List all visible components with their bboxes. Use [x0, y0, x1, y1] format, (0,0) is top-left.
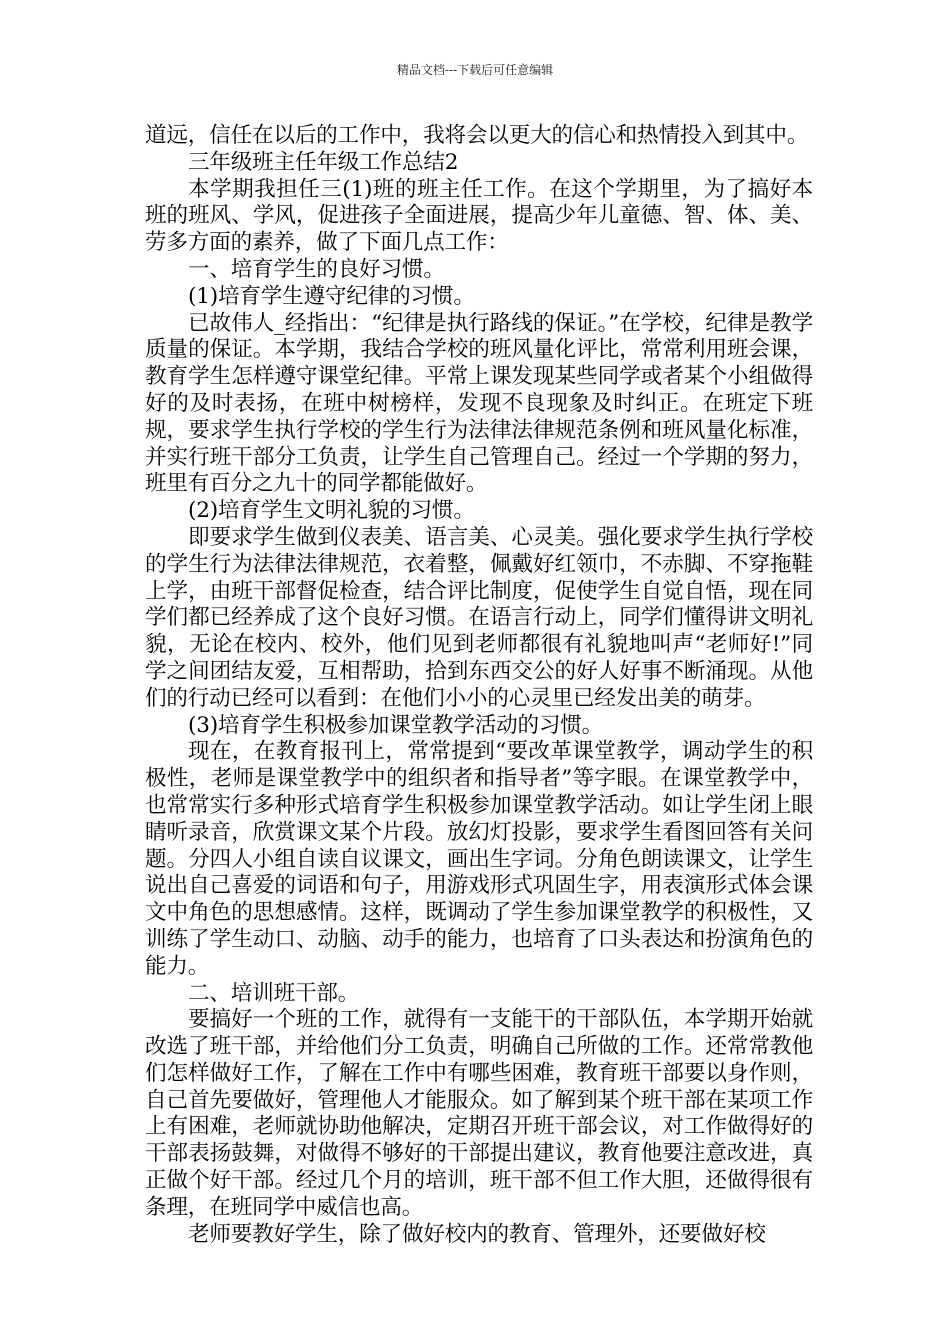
paragraph: 老师要教好学生，除了做好校内的教育、管理外，还要做好校: [188, 1221, 766, 1247]
section-heading: 二、培训班干部。: [188, 980, 360, 1006]
section-heading: 一、培育学生的良好习惯。: [188, 256, 445, 282]
paragraph: 即要求学生做到仪表美、语言美、心灵美。强化要求学生执行学校的学生行为法律法律规范，衣着整，佩戴好红领巾，不赤脚、不穿拖鞋上学，由班干部督促检查，结合评比制度，促使学生自觉自悟，现在同学们都已经养成了这个良好习惯。在语言行动上，同学们懂得讲文明礼貌，无论在校内、校外，他们见到老师都很有礼貌地叫声“老师好!”同学之间团结友爱，互相帮助，拾到东西交公的好人好事不断涌现。从他们的行动已经可以看到：在他们小小的心灵里已经发出美的萌芽。: [145, 524, 813, 711]
paragraph: 要搞好一个班的工作，就得有一支能干的干部队伍，本学期开始就改选了班干部，并给他们分工负责，明确自己所做的工作。还常常教他们怎样做好工作，了解在工作中有哪些困难，教育班干部要以身作则，自己首先要做好，管理他人才能服众。如了解到某个班干部在某项工作上有困难，老师就协助他解决，定期召开班干部会议，对工作做得好的干部表扬鼓舞，对做得不够好的干部提出建议，教育他要注意改进，真正做个好干部。经过几个月的培训，班干部不但工作大胆，还做得很有条理，在班同学中威信也高。: [145, 1007, 813, 1220]
subsection-heading: (2)培育学生文明礼貌的习惯。: [188, 498, 475, 524]
subsection-heading: (1)培育学生遵守纪律的习惯。: [188, 283, 475, 309]
subsection-heading: (3)培育学生积极参加课堂教学活动的习惯。: [188, 712, 604, 738]
paragraph: 已故伟人_经指出：“纪律是执行路线的保证。”在学校，纪律是教学质量的保证。本学期，我结合学校的班风量化评比，常常利用班会课，教育学生怎样遵守课堂纪律。平常上课发现某些同学或者某个小组做得好的及时表扬，在班中树榜样，发现不良现象及时纠正。在班定下班规，要求学生执行学校的学生行为法律法律规范条例和班风量化标准，并实行班干部分工负责，让学生自己管理自己。经过一个学期的努力，班里有百分之九十的同学都能做好。: [145, 310, 813, 497]
paragraph: 道远，信任在以后的工作中，我将会以更大的信心和热情投入到其中。: [145, 123, 809, 148]
document-body: [145, 123, 813, 1248]
paragraph: 现在，在教育报刊上，常常提到“要改革课堂教学，调动学生的积极性，老师是课堂教学中的组织者和指导者”等字眼。在课堂教学中，也常常实行多种形式培育学生积极参加课堂教学活动。如让学生闭上眼睛听录音，欣赏课文某个片段。放幻灯投影，要求学生看图回答有关问题。分四人小组自读自议课文，画出生字词。分角色朗读课文，让学生说出自己喜爱的词语和句子，用游戏形式巩固生字，用表演形式体会课文中角色的思想感情。这样，既调动了学生参加课堂教学的积极性，又训练了学生动口、动脑、动手的能力，也培育了口头表达和扮演角色的能力。: [145, 739, 813, 979]
section-title: 三年级班主任年级工作总结2: [188, 149, 459, 175]
page-header: 精品文档---下载后可任意编辑: [396, 63, 554, 77]
paragraph: 本学期我担任三(1)班的班主任工作。在这个学期里，为了搞好本班的班风、学风，促进孩子全面进展，提高少年儿童德、智、体、美、劳多方面的素养，做了下面几点工作：: [145, 176, 813, 256]
